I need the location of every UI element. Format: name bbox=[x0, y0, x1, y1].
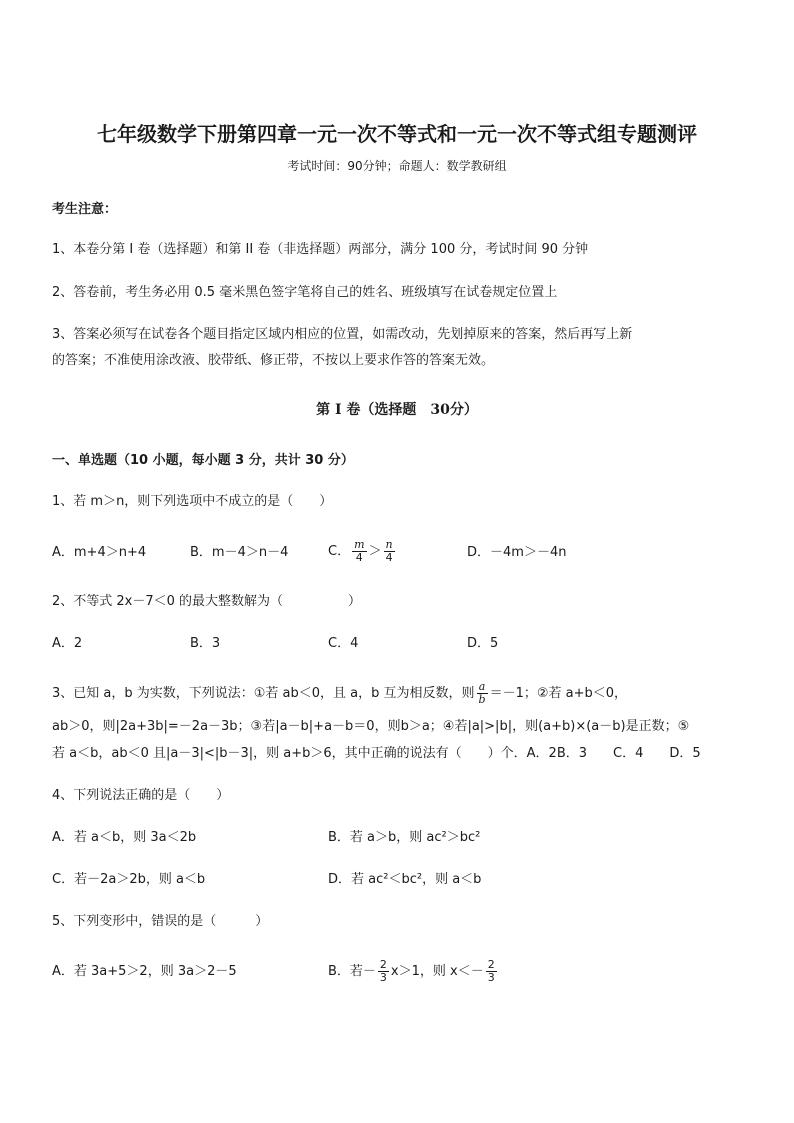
notice-item-3: 3、答案必须写在试卷各个题目指定区域内相应的位置，如需改动，先划掉原来的答案，然后再写上新 bbox=[52, 327, 633, 342]
notice-heading: 考生注意： bbox=[52, 202, 118, 217]
question-4-option-d: D．若 ac²＜bc²，则 a＜b bbox=[328, 872, 482, 887]
fraction-numerator: 2 bbox=[379, 958, 387, 971]
fraction-numerator: m bbox=[354, 538, 365, 551]
fraction-numerator: a bbox=[477, 681, 488, 694]
question-5-stem: 5、下列变形中，错误的是（ ） bbox=[52, 914, 269, 929]
question-1-option-b: B．m－4＞n－4 bbox=[190, 545, 289, 560]
fraction-numerator: 2 bbox=[487, 958, 495, 971]
fraction-denominator: 4 bbox=[385, 551, 393, 564]
question-3-line-1 bbox=[52, 678, 627, 710]
fraction-numerator: n bbox=[385, 538, 393, 551]
question-3-line-2: ab＞0，则|2a+3b|=－2a－3b；③若|a－b|+a－b＝0，则b＞a；④若|a|>|b|，则(a+b)×(a－b)是正数；⑤ bbox=[52, 719, 690, 734]
question-3-text: ＝－1；②若 a+b＜0， bbox=[489, 686, 628, 701]
fraction-m-over-4 bbox=[352, 539, 366, 564]
section-title: 第 I 卷（选择题 30分） bbox=[316, 402, 478, 418]
fraction-a-over-b bbox=[477, 681, 488, 706]
notice-item-3-cont: 的答案；不准使用涂改液、胶带纸、修正带，不按以上要求作答的答案无效。 bbox=[52, 353, 495, 368]
question-5-option-a: A．若 3a+5＞2，则 3a＞2－5 bbox=[52, 964, 237, 979]
question-1-option-d: D．－4m＞－4n bbox=[467, 545, 567, 560]
question-1-option-a: A．m+4＞n+4 bbox=[52, 545, 147, 560]
question-3-text: 3、已知 a，b 为实数，下列说法：①若 ab＜0，且 a，b 互为相反数，则 bbox=[52, 686, 475, 701]
question-2-option-c: C．4 bbox=[328, 636, 359, 651]
option-b-text: B．若－ bbox=[328, 964, 376, 979]
fraction-denominator: 3 bbox=[487, 971, 495, 984]
question-2-option-a: A．2 bbox=[52, 636, 83, 651]
fraction-2-over-3 bbox=[378, 959, 389, 984]
question-5-option-b bbox=[328, 955, 499, 989]
question-4-stem: 4、下列说法正确的是（ ） bbox=[52, 788, 230, 803]
fraction-denominator: 4 bbox=[355, 551, 363, 564]
question-1-option-c bbox=[328, 536, 397, 568]
question-4-option-b: B．若 a＞b，则 ac²＞bc² bbox=[328, 830, 481, 845]
notice-item-1: 1、本卷分第 I 卷（选择题）和第 II 卷（非选择题）两部分，满分 100 分，考试时间 90 分钟 bbox=[52, 242, 589, 257]
option-b-text: x＞1，则 x＜－ bbox=[390, 964, 484, 979]
question-2-option-d: D．5 bbox=[467, 636, 499, 651]
question-3-line-3: 若 a＜b，ab＜0 且|a－3|<|b－3|，则 a+b＞6，其中正确的说法有（ ）个．A．2B．3 C．4 D．5 bbox=[52, 746, 701, 761]
fraction-denominator: 3 bbox=[379, 971, 387, 984]
page-title: 七年级数学下册第四章一元一次不等式和一元一次不等式组专题测评 bbox=[97, 122, 697, 146]
question-2-option-b: B．3 bbox=[190, 636, 221, 651]
fraction-2-over-3 bbox=[486, 959, 497, 984]
notice-item-2: 2、答卷前，考生务必用 0.5 毫米黑色签字笔将自己的姓名、班级填写在试卷规定位置上 bbox=[52, 285, 558, 300]
fraction-n-over-4 bbox=[384, 539, 395, 564]
exam-info: 考试时间：90分钟；命题人：数学教研组 bbox=[287, 159, 507, 173]
question-4-option-c: C．若－2a＞2b，则 a＜b bbox=[52, 872, 206, 887]
fraction-denominator: b bbox=[478, 693, 486, 706]
part-heading: 一、单选题（10 小题，每小题 3 分，共计 30 分） bbox=[52, 453, 354, 468]
option-c-label: C． bbox=[328, 544, 351, 559]
question-1-stem: 1、若 m＞n，则下列选项中不成立的是（ ） bbox=[52, 494, 333, 509]
question-4-option-a: A．若 a＜b，则 3a＜2b bbox=[52, 830, 197, 845]
question-2-stem: 2、不等式 2x－7＜0 的最大整数解为（ ） bbox=[52, 594, 362, 609]
greater-than-sign: ＞ bbox=[368, 544, 382, 559]
